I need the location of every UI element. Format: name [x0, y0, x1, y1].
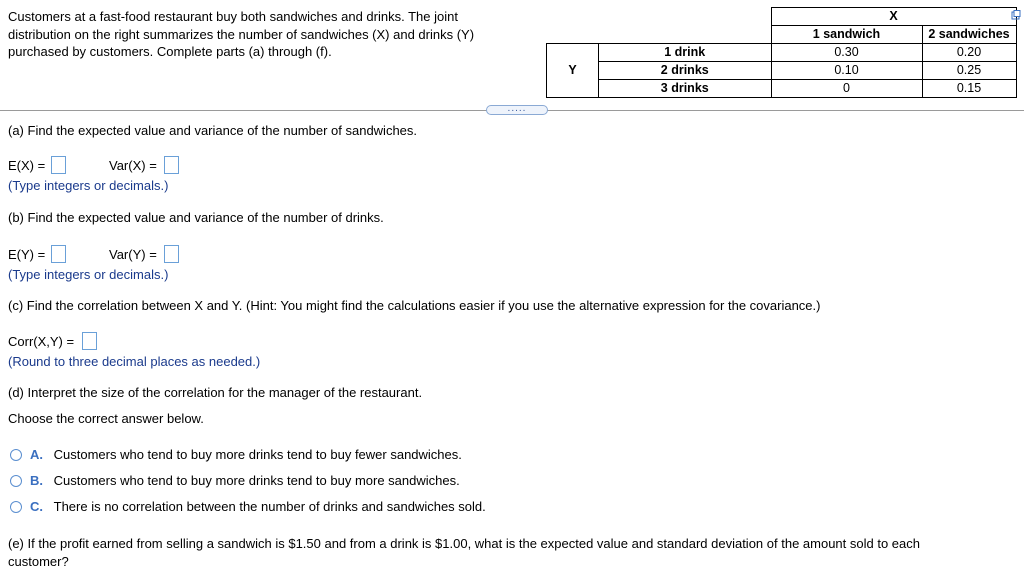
option-b[interactable] [30, 473, 460, 488]
corr-label: Corr(X,Y) = [8, 334, 75, 349]
row-header-1-drink: 1 drink [599, 44, 772, 62]
vary-answer-input[interactable] [164, 245, 179, 263]
ey-answer-input[interactable] [51, 245, 66, 263]
part-a-hint: (Type integers or decimals.) [8, 178, 169, 193]
part-b-question: (b) Find the expected value and variance of the number of drinks. [8, 210, 384, 225]
part-a-question: (a) Find the expected value and variance of the number of sandwiches. [8, 123, 418, 138]
intro-line-3: purchased by customers. Complete parts (a) through (f). [8, 44, 332, 59]
cell-3drinks-2sandwiches: 0.15 [922, 80, 1016, 98]
option-b-radio[interactable] [10, 475, 22, 487]
ex-label: E(X) = [8, 158, 46, 173]
ex-answer-input[interactable] [51, 156, 66, 174]
col-header-2-sandwiches: 2 sandwiches [922, 26, 1016, 44]
vary-label: Var(Y) = [109, 247, 157, 262]
varx-label: Var(X) = [109, 158, 157, 173]
cell-3drinks-1sandwich: 0 [771, 80, 922, 98]
x-variable-header: X [771, 8, 1016, 26]
option-a-letter: A. [30, 447, 43, 462]
option-c[interactable] [30, 499, 486, 514]
joint-distribution-table [546, 7, 1017, 98]
expand-more-button[interactable]: ..... [486, 105, 548, 115]
copy-icon[interactable] [1011, 10, 1021, 20]
part-c-question: (c) Find the correlation between X and Y. (Hint: You might find the calculations easier if you use the alternative expression for the covariance.) [8, 298, 821, 313]
cell-1drink-1sandwich: 0.30 [771, 44, 922, 62]
option-b-text: Customers who tend to buy more drinks tend to buy more sandwiches. [53, 473, 460, 488]
varx-answer-input[interactable] [164, 156, 179, 174]
option-b-letter: B. [30, 473, 43, 488]
problem-intro [8, 8, 528, 61]
cell-2drinks-2sandwiches: 0.25 [922, 62, 1016, 80]
option-c-text: There is no correlation between the number of drinks and sandwiches sold. [53, 499, 486, 514]
part-d-question: (d) Interpret the size of the correlation for the manager of the restaurant. [8, 385, 423, 400]
part-d-instruction: Choose the correct answer below. [8, 411, 204, 426]
option-a-radio[interactable] [10, 449, 22, 461]
option-c-letter: C. [30, 499, 43, 514]
option-c-radio[interactable] [10, 501, 22, 513]
cell-1drink-2sandwiches: 0.20 [922, 44, 1016, 62]
intro-line-1: Customers at a fast-food restaurant buy both sandwiches and drinks. The joint [8, 9, 458, 24]
part-c-hint: (Round to three decimal places as needed.) [8, 354, 261, 369]
intro-line-2: distribution on the right summarizes the number of sandwiches (X) and drinks (Y) [8, 26, 475, 42]
option-a-text: Customers who tend to buy more drinks tend to buy fewer sandwiches. [53, 447, 462, 462]
part-e-line-1: (e) If the profit earned from selling a sandwich is $1.50 and from a drink is $1.00, what is the expected value and standard deviation of the amount sold to each [8, 536, 920, 551]
ey-label: E(Y) = [8, 247, 46, 262]
cell-2drinks-1sandwich: 0.10 [771, 62, 922, 80]
part-e-question [8, 535, 1008, 571]
col-header-1-sandwich: 1 sandwich [771, 26, 922, 44]
part-b-hint: (Type integers or decimals.) [8, 267, 169, 282]
y-variable-header: Y [547, 44, 599, 98]
row-header-3-drinks: 3 drinks [599, 80, 772, 98]
part-e-line-2: customer? [8, 554, 69, 569]
row-header-2-drinks: 2 drinks [599, 62, 772, 80]
corr-answer-input[interactable] [82, 332, 97, 350]
option-a[interactable] [30, 447, 462, 462]
